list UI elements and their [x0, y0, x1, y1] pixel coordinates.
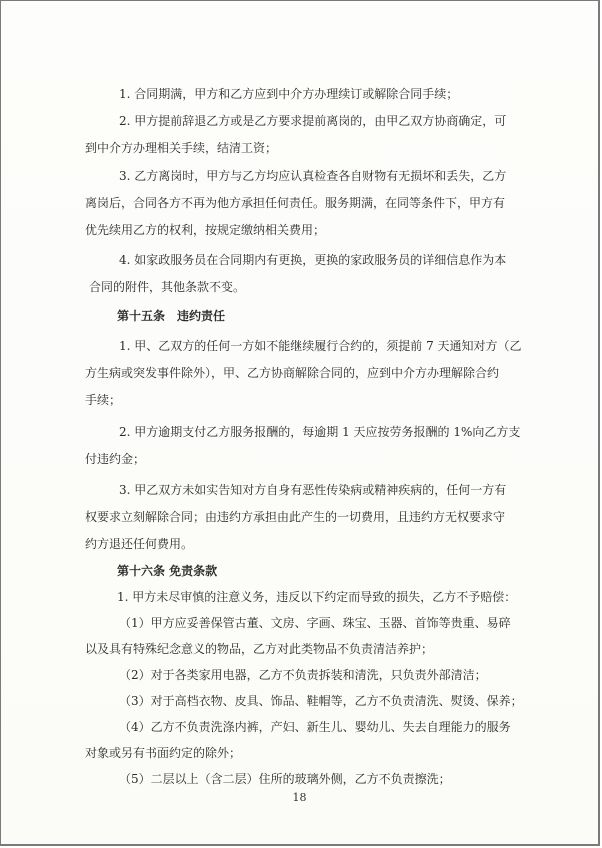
section-heading-15: 第十五条 违约责任 — [117, 309, 226, 323]
clause-14-item-4-line-1: 4. 如家政服务员在合同期内有更换，更换的家政服务员的详细信息作为本 — [119, 253, 507, 267]
clause-15-item-1-line-2: 方生病或突发事件除外），甲、乙方协商解除合同的，应到中介方办理解除合约 — [85, 366, 500, 380]
clause-15-item-2-line-2: 付违约金； — [85, 452, 146, 466]
clause-14-item-3-line-1: 3. 乙方离岗时，甲方与乙方均应认真检查各自财物有无损坏和丢失，乙方 — [119, 169, 507, 183]
clause-15-item-3-line-2: 权要求立刻解除合同；由违约方承担由此产生的一切费用，且违约方无权要求守 — [85, 510, 506, 524]
clause-14-item-3-line-3: 优先续用乙方的权利，按规定缴纳相关费用； — [85, 223, 326, 237]
clause-14-item-2-line-1: 2. 甲方提前辞退乙方或是乙方要求提前离岗的，由甲乙双方协商确定，可 — [119, 114, 507, 128]
clause-14-item-2-line-2: 到中介方办理相关手续，结清工资； — [85, 141, 278, 155]
clause-16-sub-1-line-1: （1）甲方应妥善保管古董、文房、字画、珠宝、玉器、首饰等贵重、易碎 — [119, 616, 511, 630]
clause-14-item-3-line-2: 离岗后，合同各方不再为他方承担任何责任。服务期满，在同等条件下，甲方有 — [85, 196, 506, 210]
clause-14-item-4-line-2: 合同的附件，其他条款不变。 — [89, 280, 246, 294]
clause-15-item-1-line-3: 手续； — [85, 393, 122, 407]
clause-16-sub-1-line-2: 以及具有特殊纪念意义的物品，乙方对此类物品不负责清洁养护； — [85, 642, 434, 656]
clause-15-item-3-line-1: 3. 甲乙双方未如实告知对方自身有恶性传染病或精神疾病的，任何一方有 — [119, 483, 507, 497]
clause-15-item-1-line-1: 1. 甲、乙双方的任何一方如不能继续履行合约的，须提前 7 天通知对方（乙 — [119, 339, 522, 353]
clause-15-item-3-line-3: 约方退还任何费用。 — [85, 537, 194, 551]
clause-16-sub-3: （3）对于高档衣物、皮具、饰品、鞋帽等，乙方不负责清洗、熨烫、保养； — [119, 694, 523, 708]
page-number: 18 — [292, 791, 307, 804]
clause-14-item-1: 1. 合同期满，甲方和乙方应到中介方办理续订或解除合同手续； — [119, 87, 459, 101]
clause-16-sub-2: （2）对于各类家用电器，乙方不负责拆装和清洗，只负责外部清洁； — [119, 668, 487, 682]
clause-16-sub-5: （5）二层以上（含二层）住所的玻璃外侧，乙方不负责擦洗； — [119, 772, 451, 786]
clause-15-item-2-line-1: 2. 甲方逾期支付乙方服务报酬的，每逾期 1 天应按劳务报酬的 1%向乙方支 — [119, 425, 521, 439]
section-heading-16: 第十六条 免责条款 — [117, 564, 218, 578]
clause-16-sub-4-line-1: （4）乙方不负责洗涤内裤，产妇、新生儿、婴幼儿、失去自理能力的服务 — [119, 720, 511, 734]
clause-16-sub-4-line-2: 对象或另有书面约定的除外； — [85, 746, 242, 760]
clause-16-item-1: 1. 甲方未尽审慎的注意义务，违反以下约定而导致的损失，乙方不予赔偿： — [117, 590, 517, 604]
